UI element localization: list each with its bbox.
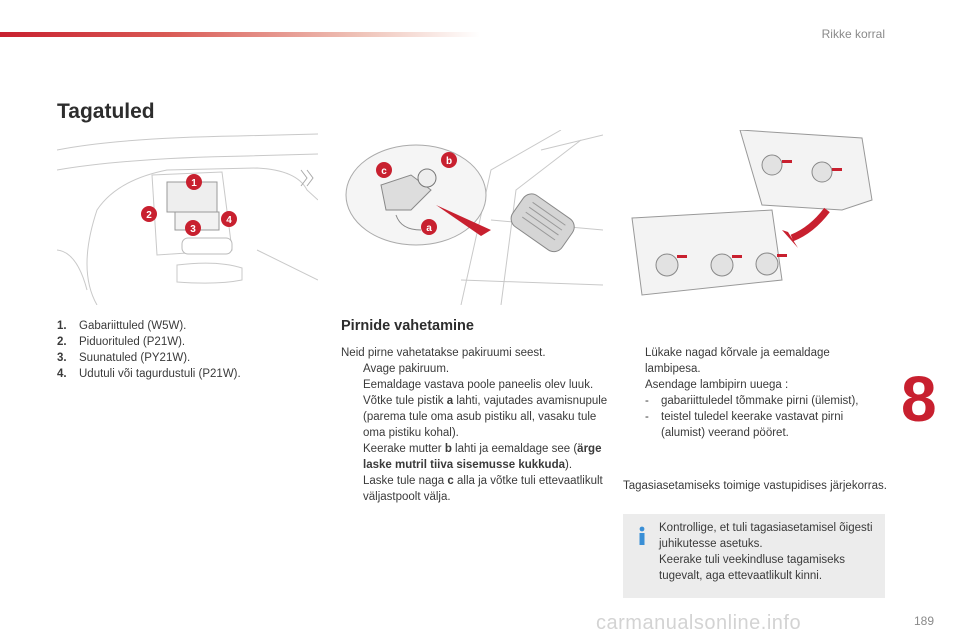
sub-step-item: [623, 393, 888, 409]
legend-text: Suunatuled (PY21W).: [79, 352, 191, 364]
step-key: b: [444, 443, 452, 455]
legend-item: [57, 334, 327, 350]
reassembly-text: Tagasiasetamiseks toimige vastupidises järjekorras.: [623, 480, 887, 492]
callout-b-label: b: [445, 156, 453, 167]
header-accent-bar: [0, 32, 480, 37]
step-item: [341, 393, 611, 441]
rear-lamp-illustration: [57, 130, 318, 305]
legend-item: [57, 366, 327, 382]
step-text: lahti, vajutades avamisnupule (parema tule oma asub pistiku all, vasaku tule oma pistiku kohal).: [363, 395, 608, 439]
dash-marker: -: [645, 411, 649, 423]
step-item: [341, 441, 611, 473]
step-text: Avage pakiruum.: [363, 363, 450, 375]
legend-num: 3.: [57, 352, 67, 364]
callout-4-label: 4: [226, 215, 232, 226]
step-warning: ärge laske mutril tiiva sisemusse kukkuda: [363, 443, 602, 471]
subsection-title: Pirnide vahetamine: [341, 318, 474, 334]
step-item: [341, 377, 611, 393]
step-text: lahti ja eemaldage see (: [451, 443, 578, 455]
trunk-illustration: [341, 130, 603, 305]
step-text: ).: [565, 459, 573, 471]
sub-step-text: gabariittuledel tõmmake pirni (ülemist),: [661, 395, 859, 407]
callout-1-label: 1: [191, 178, 197, 189]
legend-text: Piduorituled (P21W).: [79, 336, 186, 348]
callout-2-label: 2: [146, 210, 152, 221]
step-text: alla ja võtke tuli ettevaatlikult väljastpoolt välja.: [363, 475, 603, 503]
running-title: Rikke korral: [821, 27, 885, 41]
dash-marker: -: [645, 395, 649, 407]
callout-a-label: a: [426, 223, 432, 234]
step-text: Lükake nagad kõrvale ja eemaldage lambipesa.: [645, 347, 830, 375]
step-key: c: [447, 475, 454, 487]
legend-num: 4.: [57, 368, 67, 380]
legend-text: Gabariittuled (W5W).: [79, 320, 187, 332]
procedure-column-2: [623, 345, 888, 441]
watermark: carmanualsonline.info: [596, 612, 802, 634]
legend-num: 2.: [57, 336, 67, 348]
bulb-legend: [57, 318, 327, 382]
step-item: [623, 345, 888, 377]
page-number: 189: [913, 614, 934, 628]
step-text: Laske tule naga: [363, 475, 448, 487]
step-text: Võtke tule pistik: [363, 395, 447, 407]
step-text: Asendage lambipirn uuega :: [645, 379, 789, 391]
intro-text: Neid pirne vahetatakse pakiruumi seest.: [341, 347, 546, 359]
legend-item: [57, 318, 327, 334]
note-line-1: Kontrollige, et tuli tagasiasetamisel õigesti juhikutesse asetuks.: [659, 522, 873, 550]
legend-item: [57, 350, 327, 366]
info-note: [623, 514, 885, 598]
section-title: Tagatuled: [57, 100, 155, 123]
step-key: a: [446, 395, 454, 407]
step-item: [623, 377, 888, 393]
step-text: Keerake mutter: [363, 443, 445, 455]
chapter-number: 8: [901, 363, 937, 435]
sub-step-item: [623, 409, 888, 441]
lamp-holder-illustration: [622, 130, 884, 305]
step-text: Eemaldage vastava poole paneelis olev luuk.: [363, 379, 594, 391]
callout-c-label: c: [381, 166, 387, 177]
legend-text: Udutuli või tagurdustuli (P21W).: [79, 368, 241, 380]
sub-step-text: teistel tuledel keerake vastavat pirni (alumist) veerand pööret.: [661, 411, 844, 439]
procedure-column-1: [341, 345, 611, 505]
step-item: [341, 473, 611, 505]
step-item: [341, 361, 611, 377]
note-line-2: Keerake tuli veekindluse tagamiseks tugevalt, aga ettevaatlikult kinni.: [659, 554, 846, 582]
legend-num: 1.: [57, 320, 67, 332]
callout-3-label: 3: [190, 224, 196, 235]
info-icon: [635, 526, 649, 546]
